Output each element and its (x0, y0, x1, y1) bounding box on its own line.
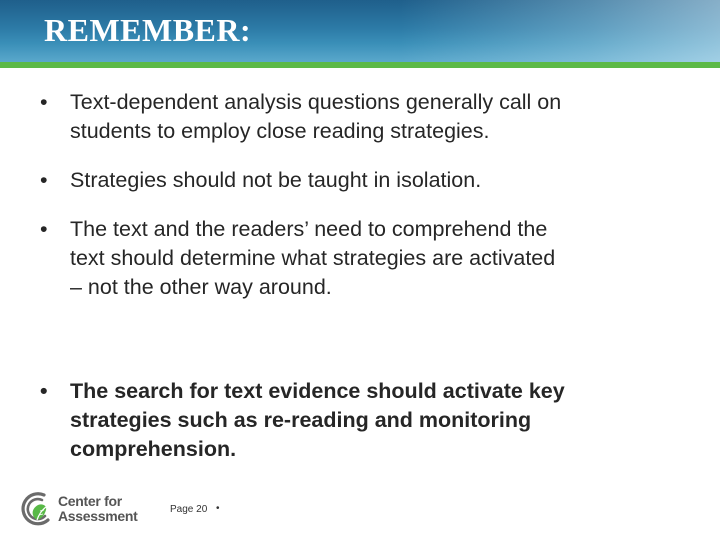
bullet-item (34, 377, 684, 464)
bullet-line: text should determine what strategies are activated (70, 246, 556, 270)
bullet-line: The text and the readers’ need to comprehend the (70, 217, 548, 241)
bullet-item (34, 166, 684, 195)
bullet-marker: • (40, 217, 48, 241)
bullet-line: comprehension. (70, 437, 237, 461)
bullet-line: Strategies should not be taught in isolation. (70, 168, 482, 192)
logo-text-line: Center for (58, 493, 122, 509)
bullet-line: strategies such as re-reading and monitoring (70, 408, 532, 432)
logo-text-line: Assessment (58, 508, 138, 524)
logo-mark-icon (18, 490, 56, 528)
bullet-item (34, 88, 684, 146)
bullet-item (34, 215, 684, 302)
page-marker: • (216, 503, 220, 514)
bullet-line: – not the other way around. (70, 275, 332, 299)
bullet-marker: • (40, 168, 48, 192)
title-bar (0, 0, 720, 62)
slide-title: REMEMBER: (44, 12, 252, 48)
bullet-list (34, 88, 684, 464)
center-for-assessment-logo (18, 490, 138, 528)
page-number: Page 20 (170, 504, 208, 515)
green-divider (0, 62, 720, 68)
bullet-marker: • (40, 379, 48, 403)
bullet-line: Text-dependent analysis questions generally call on (70, 90, 562, 114)
bullet-line: The search for text evidence should activate key (70, 379, 565, 403)
bullet-marker: • (40, 90, 48, 114)
bullet-line: students to employ close reading strategies. (70, 119, 490, 143)
